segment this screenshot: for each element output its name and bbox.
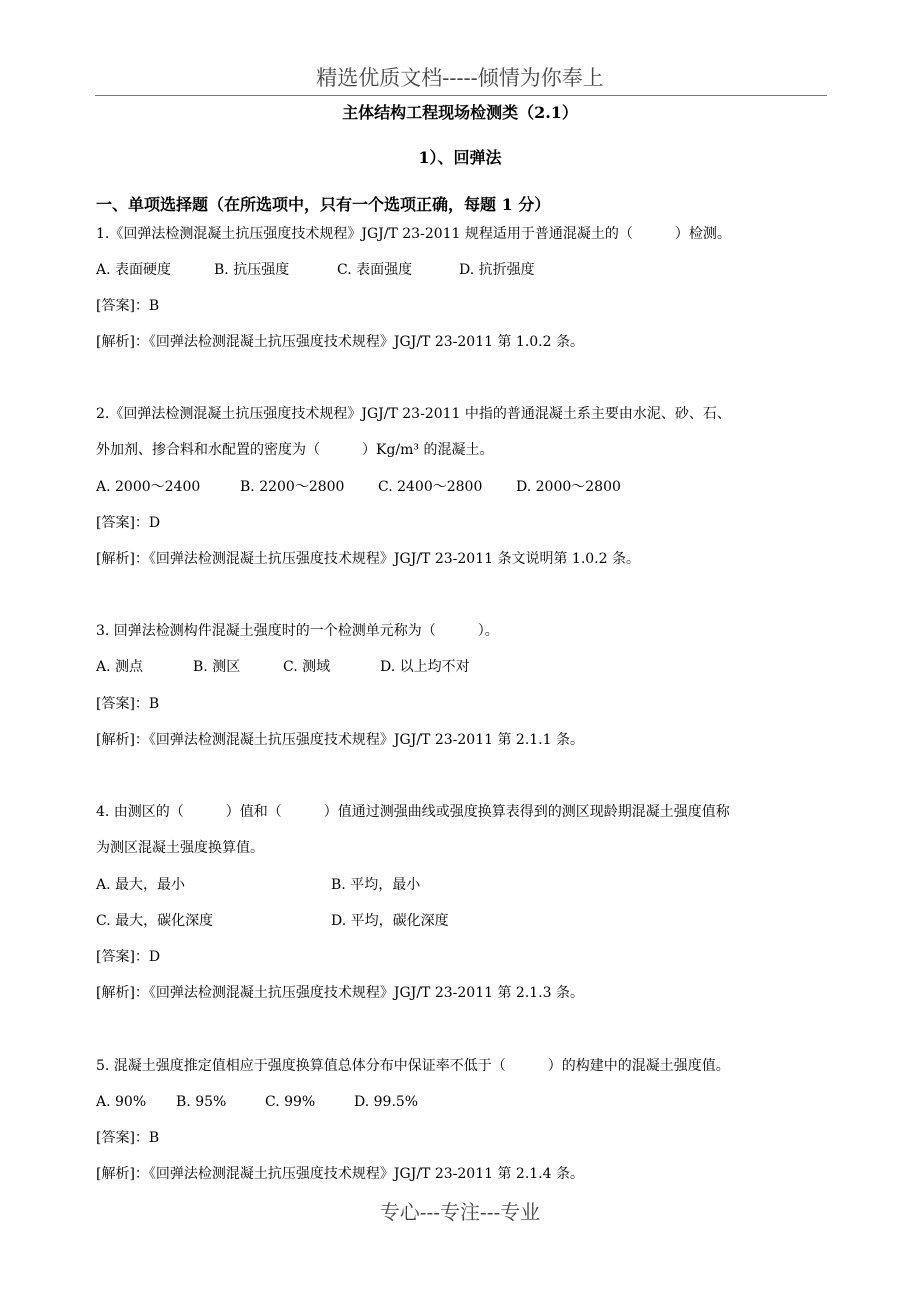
document-title: 主体结构工程现场检测类（2.1） <box>342 103 578 122</box>
question-1-options <box>96 261 535 279</box>
option-a: A. 2000～2400 <box>96 479 201 495</box>
question-5-options <box>96 1093 418 1111</box>
option-c: C. 2400～2800 <box>378 479 483 495</box>
question-5-stem: 5. 混凝土强度推定值相应于强度换算值总体分布中保证率不低于（ ）的构建中的混凝土强度值。 <box>96 1058 730 1074</box>
option-a: A. 表面硬度 <box>96 262 172 278</box>
question-3-stem: 3. 回弹法检测构件混凝土强度时的一个检测单元称为（ ）。 <box>96 623 499 639</box>
option-d: D. 抗折强度 <box>459 262 535 278</box>
question-1-answer: [答案]：B <box>96 298 160 314</box>
option-c: C. 最大，碳化深度 <box>96 913 214 929</box>
option-b: B. 95% <box>176 1094 227 1110</box>
question-1-stem: 1.《回弹法检测混凝土抗压强度技术规程》JGJ/T 23-2011 规程适用于普通混凝土的（ ）检测。 <box>96 226 731 242</box>
option-c: C. 99% <box>265 1094 316 1110</box>
option-d: D. 以上均不对 <box>380 659 470 675</box>
question-3-answer: [答案]：B <box>96 696 160 712</box>
question-4-options-row-1 <box>96 876 420 894</box>
question-2-options <box>96 478 621 496</box>
section-heading: 一、单项选择题（在所选项中，只有一个选项正确，每题 1 分） <box>96 195 551 214</box>
question-2-answer: [答案]：D <box>96 515 161 531</box>
question-5-analysis: [解析]：《回弹法检测混凝土抗压强度技术规程》JGJ/T 23-2011 第 2.1.4 条。 <box>96 1166 584 1182</box>
question-4-stem-line-1: 4. 由测区的（ ）值和（ ）值通过测强曲线或强度换算表得到的测区现龄期混凝土强度值称 <box>96 804 730 820</box>
question-2-analysis: [解析]：《回弹法检测混凝土抗压强度技术规程》JGJ/T 23-2011 条文说明第 1.0.2 条。 <box>96 551 640 567</box>
option-b: B. 抗压强度 <box>214 262 290 278</box>
question-3-options <box>96 658 470 676</box>
option-c: C. 表面强度 <box>337 262 413 278</box>
option-c: C. 测域 <box>283 659 331 675</box>
section-subtitle: 1）、回弹法 <box>418 148 502 167</box>
option-a: A. 测点 <box>96 659 144 675</box>
question-2-stem-line-1: 2.《回弹法检测混凝土抗压强度技术规程》JGJ/T 23-2011 中指的普通混凝土系主要由水泥、砂、石、 <box>96 406 731 422</box>
question-1-analysis: [解析]：《回弹法检测混凝土抗压强度技术规程》JGJ/T 23-2011 第 1.0.2 条。 <box>96 334 584 350</box>
option-d: D. 平均，碳化深度 <box>331 913 449 929</box>
header-divider <box>95 95 827 96</box>
question-4-stem-line-2: 为测区混凝土强度换算值。 <box>96 840 264 856</box>
question-3-analysis: [解析]：《回弹法检测混凝土抗压强度技术规程》JGJ/T 23-2011 第 2.1.1 条。 <box>96 732 584 748</box>
option-a: A. 最大，最小 <box>96 877 186 893</box>
page-header: 精选优质文档-----倾情为你奉上 <box>316 66 604 90</box>
page-footer: 专心---专注---专业 <box>379 1200 541 1224</box>
question-4-answer: [答案]：D <box>96 949 161 965</box>
option-b: B. 测区 <box>193 659 241 675</box>
option-d: D. 2000～2800 <box>516 479 621 495</box>
option-b: B. 2200～2800 <box>240 479 345 495</box>
question-4-options-row-2 <box>96 912 449 930</box>
option-b: B. 平均，最小 <box>331 877 421 893</box>
question-5-answer: [答案]：B <box>96 1130 160 1146</box>
option-d: D. 99.5% <box>354 1094 419 1110</box>
question-2-stem-line-2: 外加剂、掺合料和水配置的密度为（ ）Kg/m³ 的混凝土。 <box>96 442 494 458</box>
option-a: A. 90% <box>96 1094 147 1110</box>
question-4-analysis: [解析]：《回弹法检测混凝土抗压强度技术规程》JGJ/T 23-2011 第 2.1.3 条。 <box>96 985 584 1001</box>
